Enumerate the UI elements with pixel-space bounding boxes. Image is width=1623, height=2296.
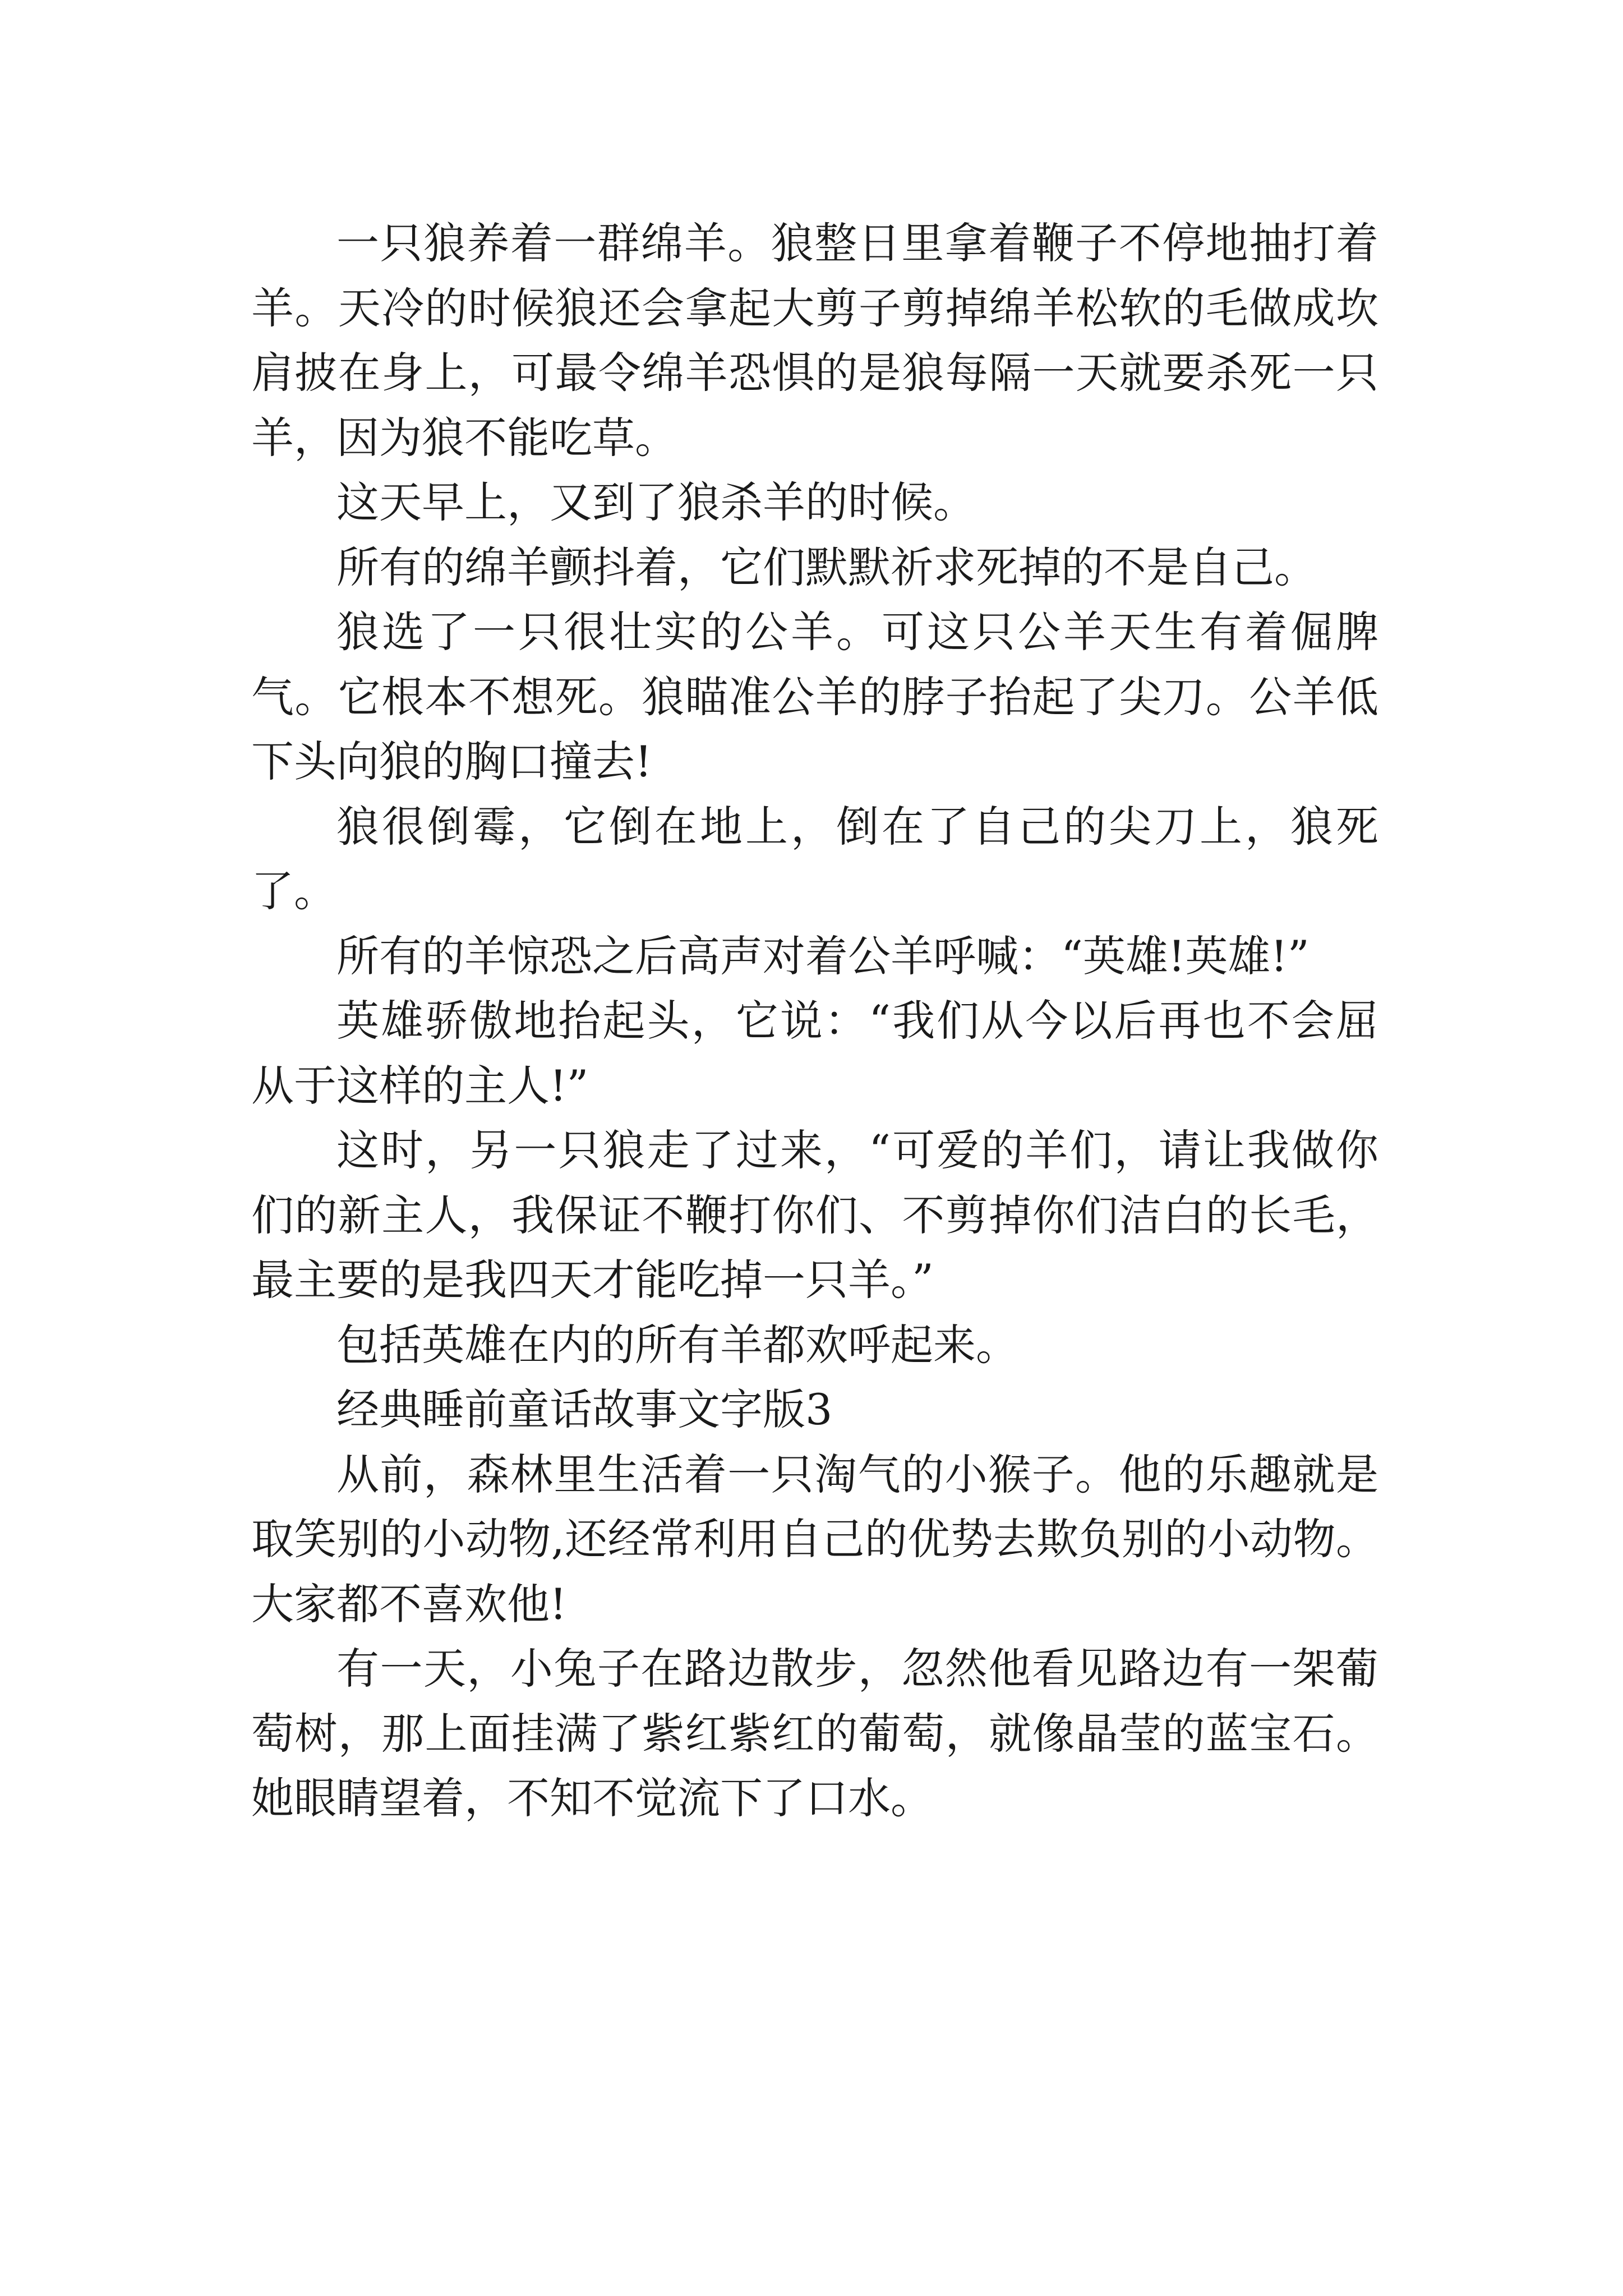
paragraph-9: 包括英雄在内的所有羊都欢呼起来。 bbox=[336, 1319, 1018, 1370]
paragraph-4: 狼选了一只很壮实的公羊。可这只公羊天生有着倔脾气。它根本不想死。狼瞄准公羊的脖子抬起了尖刀。公羊低下头向狼的胸口撞去! bbox=[251, 607, 1378, 786]
paragraph-6: 所有的羊惊恐之后高声对着公羊呼喊：“英雄!英雄!” bbox=[336, 931, 1310, 981]
paragraph-11: 有一天，小兔子在路边散步，忽然他看见路边有一架葡萄树，那上面挂满了紫红紫红的葡萄，就像晶莹的蓝宝石。她眼睛望着，不知不觉流下了口水。 bbox=[251, 1644, 1378, 1823]
paragraph-5: 狼很倒霉，它倒在地上，倒在了自己的尖刀上，狼死了。 bbox=[251, 801, 1378, 916]
section-heading: 经典睡前童话故事文字版3 bbox=[336, 1384, 833, 1434]
paragraph-8: 这时，另一只狼走了过来，“可爱的羊们，请让我做你们的新主人，我保证不鞭打你们、不剪掉你们洁白的长毛，最主要的是我四天才能吃掉一只羊。” bbox=[251, 1125, 1378, 1305]
paragraph-2: 这天早上，又到了狼杀羊的时候。 bbox=[336, 477, 976, 527]
paragraph-1: 一只狼养着一群绵羊。狼整日里拿着鞭子不停地抽打着羊。天冷的时候狼还会拿起大剪子剪掉绵羊松软的毛做成坎肩披在身上，可最令绵羊恐惧的是狼每隔一天就要杀死一只羊，因为狼不能吃草。 bbox=[251, 218, 1378, 463]
document-body bbox=[251, 211, 1378, 1831]
paragraph-3: 所有的绵羊颤抖着，它们默默祈求死掉的不是自己。 bbox=[336, 542, 1317, 592]
paragraph-7: 英雄骄傲地抬起头，它说：“我们从今以后再也不会屈从于这样的主人!” bbox=[251, 996, 1378, 1111]
paragraph-10: 从前，森林里生活着一只淘气的小猴子。他的乐趣就是取笑别的小动物,还经常利用自己的优势去欺负别的小动物。大家都不喜欢他! bbox=[251, 1449, 1378, 1629]
